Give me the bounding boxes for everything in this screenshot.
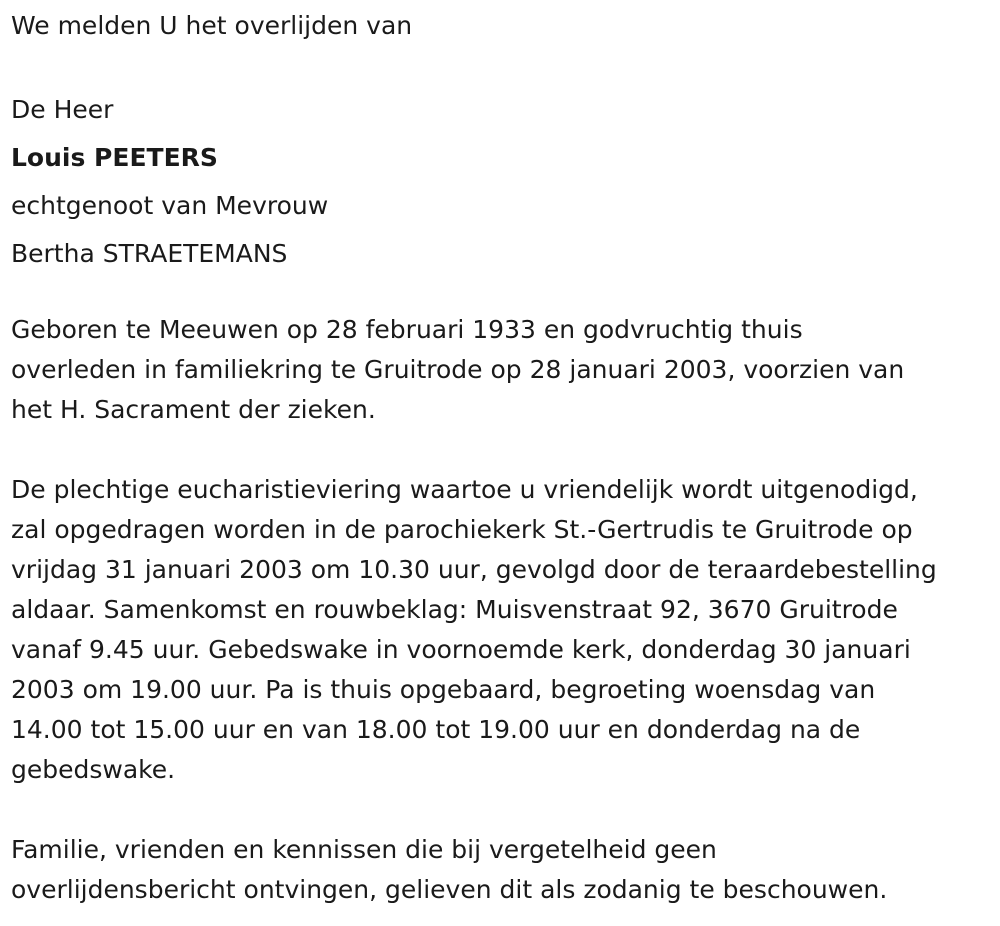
paragraph-line: 2003 om 19.00 uur. Pa is thuis opgebaard, begroeting woensdag van xyxy=(11,675,876,704)
spouse-name: Bertha STRAETEMANS xyxy=(11,239,288,268)
birth-death-paragraph xyxy=(11,310,904,430)
paragraph-line: Geboren te Meeuwen op 28 februari 1933 en godvruchtig thuis xyxy=(11,315,803,344)
paragraph-line: aldaar. Samenkomst en rouwbeklag: Muisvenstraat 92, 3670 Gruitrode xyxy=(11,595,898,624)
intro-section xyxy=(11,6,412,46)
paragraph-line: gebedswake. xyxy=(11,755,176,784)
paragraph-line: vanaf 9.45 uur. Gebedswake in voornoemde kerk, donderdag 30 januari xyxy=(11,635,911,664)
funeral-details-paragraph xyxy=(11,470,937,790)
paragraph-line: zal opgedragen worden in de parochiekerk St.-Gertrudis te Gruitrode op xyxy=(11,515,913,544)
paragraph-line: overleden in familiekring te Gruitrode op 28 januari 2003, voorzien van xyxy=(11,355,905,384)
paragraph-line: 14.00 tot 15.00 uur en van 18.00 tot 19.00 uur en donderdag na de xyxy=(11,715,861,744)
intro-text: We melden U het overlijden van xyxy=(11,11,413,40)
deceased-block xyxy=(11,86,328,278)
deceased-title: De Heer xyxy=(11,95,114,124)
paragraph-line: het H. Sacrament der zieken. xyxy=(11,395,376,424)
deceased-relation: echtgenoot van Mevrouw xyxy=(11,191,329,220)
paragraph-line: overlijdensbericht ontvingen, gelieven dit als zodanig te beschouwen. xyxy=(11,875,888,904)
closing-paragraph xyxy=(11,830,887,910)
paragraph-line: Familie, vrienden en kennissen die bij vergetelheid geen xyxy=(11,835,717,864)
paragraph-line: vrijdag 31 januari 2003 om 10.30 uur, gevolgd door de teraardebestelling xyxy=(11,555,937,584)
deceased-name: Louis PEETERS xyxy=(11,143,218,172)
paragraph-line: De plechtige eucharistieviering waartoe u vriendelijk wordt uitgenodigd, xyxy=(11,475,918,504)
